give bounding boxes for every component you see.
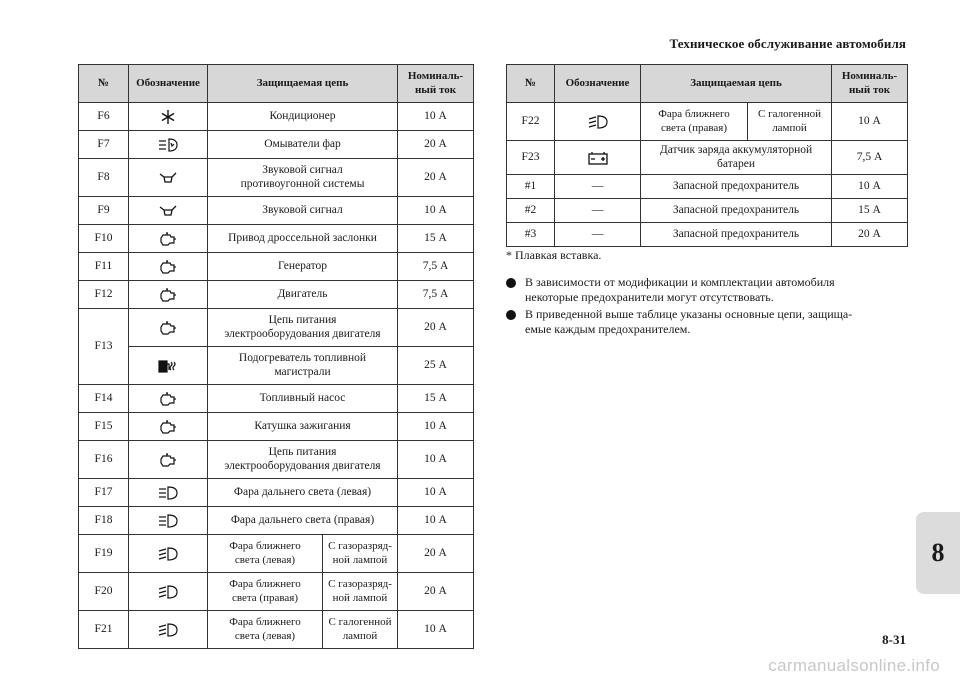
fuse-number: F14	[79, 385, 129, 413]
fuse-number: F12	[79, 281, 129, 309]
designation-cell: —	[555, 223, 641, 247]
fuse-number: F21	[79, 611, 129, 649]
fuse-number: F6	[79, 103, 129, 131]
col-header-circuit: Защищаемая цепь	[641, 65, 832, 103]
designation-cell	[129, 413, 208, 441]
circuit-cell: Омыватели фар	[208, 131, 398, 159]
rating-cell: 10 А	[398, 197, 474, 225]
engine-icon	[132, 231, 204, 247]
rating-cell: 10 А	[398, 413, 474, 441]
circuit-cell: Запасной предохранитель	[641, 199, 832, 223]
rating-cell: 10 А	[398, 507, 474, 535]
designation-cell	[129, 159, 208, 197]
table-row	[79, 197, 474, 225]
lamp-type-cell: С газоразряд- ной лампой	[323, 573, 398, 611]
fuse-number: F10	[79, 225, 129, 253]
circuit-cell: Датчик заряда аккумуляторной батареи	[641, 141, 832, 175]
engine-icon	[132, 320, 204, 336]
battery-icon	[558, 150, 637, 166]
col-header-num: №	[79, 65, 129, 103]
headlamp-washer-icon	[132, 137, 204, 153]
footnote-fusible-link: * Плавкая вставка.	[506, 248, 602, 262]
rating-cell: 15 А	[398, 225, 474, 253]
horn-icon	[132, 171, 204, 185]
fuel-heater-icon	[132, 358, 204, 374]
table-row	[79, 611, 474, 649]
table-row	[79, 159, 474, 197]
horn-icon	[132, 204, 204, 218]
rating-cell: 20 А	[398, 159, 474, 197]
fuse-number: F23	[507, 141, 555, 175]
rating-cell: 7,5 А	[398, 281, 474, 309]
snowflake-icon	[132, 109, 204, 125]
designation-cell: —	[555, 199, 641, 223]
designation-cell	[555, 103, 641, 141]
circuit-cell: Фара дальнего света (левая)	[208, 479, 398, 507]
fuse-number: F13	[79, 309, 129, 385]
designation-cell	[129, 441, 208, 479]
table-row	[79, 479, 474, 507]
circuit-cell: Цепь питания электрооборудования двигателя	[208, 309, 398, 347]
circuit-cell: Фара дальнего света (правая)	[208, 507, 398, 535]
bullet-icon	[506, 310, 516, 320]
rating-cell: 10 А	[398, 103, 474, 131]
designation-cell	[129, 225, 208, 253]
designation-cell	[129, 479, 208, 507]
table-row	[507, 223, 908, 247]
table-row	[79, 253, 474, 281]
fuse-number: #3	[507, 223, 555, 247]
circuit-cell: Кондиционер	[208, 103, 398, 131]
fuse-number: F8	[79, 159, 129, 197]
rating-cell: 10 А	[398, 611, 474, 649]
engine-icon	[132, 391, 204, 407]
rating-cell: 10 А	[832, 175, 908, 199]
designation-cell	[129, 347, 208, 385]
designation-cell	[129, 385, 208, 413]
fuse-number: F18	[79, 507, 129, 535]
table-row	[507, 175, 908, 199]
designation-cell	[129, 197, 208, 225]
circuit-cell: Топливный насос	[208, 385, 398, 413]
low-beam-icon	[132, 546, 204, 562]
fuse-number: F19	[79, 535, 129, 573]
high-beam-icon	[132, 513, 204, 529]
circuit-cell: Фара ближнего света (правая)	[641, 103, 748, 141]
circuit-cell: Фара ближнего света (правая)	[208, 573, 323, 611]
table-row	[79, 507, 474, 535]
fuse-table-right	[506, 64, 908, 247]
designation-cell: —	[555, 175, 641, 199]
notes-section	[506, 248, 906, 339]
table-row	[79, 281, 474, 309]
note-bullet-1: В зависимости от модификации и комплектации автомобиля некоторые предохранители могут отсутствовать.	[506, 275, 906, 305]
designation-cell	[129, 573, 208, 611]
circuit-cell: Подогреватель топливной магистрали	[208, 347, 398, 385]
rating-cell: 15 А	[832, 199, 908, 223]
chapter-tab: 8	[916, 512, 960, 594]
col-header-circuit: Защищаемая цепь	[208, 65, 398, 103]
circuit-cell: Запасной предохранитель	[641, 175, 832, 199]
col-header-rating: Номиналь- ный ток	[398, 65, 474, 103]
designation-cell	[129, 131, 208, 159]
rating-cell: 15 А	[398, 385, 474, 413]
lamp-type-cell: С газоразряд- ной лампой	[323, 535, 398, 573]
rating-cell: 10 А	[832, 103, 908, 141]
rating-cell: 20 А	[398, 309, 474, 347]
table-row	[79, 103, 474, 131]
table-row	[79, 441, 474, 479]
fuse-number: F11	[79, 253, 129, 281]
fuse-number: F15	[79, 413, 129, 441]
fuse-number: #1	[507, 175, 555, 199]
rating-cell: 20 А	[398, 535, 474, 573]
fuse-number: F16	[79, 441, 129, 479]
low-beam-icon	[558, 114, 637, 130]
table-row	[79, 347, 474, 385]
circuit-cell: Звуковой сигнал	[208, 197, 398, 225]
circuit-cell: Двигатель	[208, 281, 398, 309]
fuse-number: F20	[79, 573, 129, 611]
high-beam-icon	[132, 485, 204, 501]
designation-cell	[129, 611, 208, 649]
table-row	[79, 413, 474, 441]
circuit-cell: Звуковой сигнал противоугонной системы	[208, 159, 398, 197]
designation-cell	[129, 309, 208, 347]
engine-icon	[132, 419, 204, 435]
col-header-num: №	[507, 65, 555, 103]
fuse-number: F7	[79, 131, 129, 159]
fuse-number: #2	[507, 199, 555, 223]
lamp-type-cell: С галогенной лампой	[323, 611, 398, 649]
table-row	[79, 535, 474, 573]
rating-cell: 7,5 А	[832, 141, 908, 175]
engine-icon	[132, 452, 204, 468]
rating-cell: 10 А	[398, 479, 474, 507]
rating-cell: 10 А	[398, 441, 474, 479]
designation-cell	[129, 103, 208, 131]
designation-cell	[129, 507, 208, 535]
circuit-cell: Фара ближнего света (левая)	[208, 611, 323, 649]
circuit-cell: Запасной предохранитель	[641, 223, 832, 247]
table-row	[507, 141, 908, 175]
designation-cell	[129, 253, 208, 281]
fuse-number: F22	[507, 103, 555, 141]
designation-cell	[129, 281, 208, 309]
table-row	[79, 131, 474, 159]
table-row	[507, 199, 908, 223]
col-header-designation: Обозначение	[555, 65, 641, 103]
low-beam-icon	[132, 622, 204, 638]
rating-cell: 20 А	[398, 131, 474, 159]
col-header-rating: Номиналь- ный ток	[832, 65, 908, 103]
circuit-cell: Генератор	[208, 253, 398, 281]
designation-cell	[555, 141, 641, 175]
rating-cell: 7,5 А	[398, 253, 474, 281]
fuse-table-left	[78, 64, 474, 649]
lamp-type-cell: С галогенной лампой	[748, 103, 832, 141]
table-row	[79, 573, 474, 611]
table-row	[79, 309, 474, 347]
fuse-number: F17	[79, 479, 129, 507]
fuse-number: F9	[79, 197, 129, 225]
note-bullet-2: В приведенной выше таблице указаны основные цепи, защища- емые каждым предохранителем.	[506, 307, 906, 337]
table-row	[79, 225, 474, 253]
watermark-logo: carmanualsonline.info	[768, 656, 940, 675]
table-row	[79, 385, 474, 413]
table-row	[507, 103, 908, 141]
circuit-cell: Цепь питания электрооборудования двигателя	[208, 441, 398, 479]
rating-cell: 20 А	[398, 573, 474, 611]
circuit-cell: Фара ближнего света (левая)	[208, 535, 323, 573]
circuit-cell: Катушка зажигания	[208, 413, 398, 441]
designation-cell	[129, 535, 208, 573]
page-header-title: Техническое обслуживание автомобиля	[669, 36, 906, 51]
engine-icon	[132, 259, 204, 275]
col-header-designation: Обозначение	[129, 65, 208, 103]
bullet-icon	[506, 278, 516, 288]
low-beam-icon	[132, 584, 204, 600]
engine-icon	[132, 287, 204, 303]
rating-cell: 25 А	[398, 347, 474, 385]
page-number: 8-31	[882, 632, 906, 647]
circuit-cell: Привод дроссельной заслонки	[208, 225, 398, 253]
rating-cell: 20 А	[832, 223, 908, 247]
